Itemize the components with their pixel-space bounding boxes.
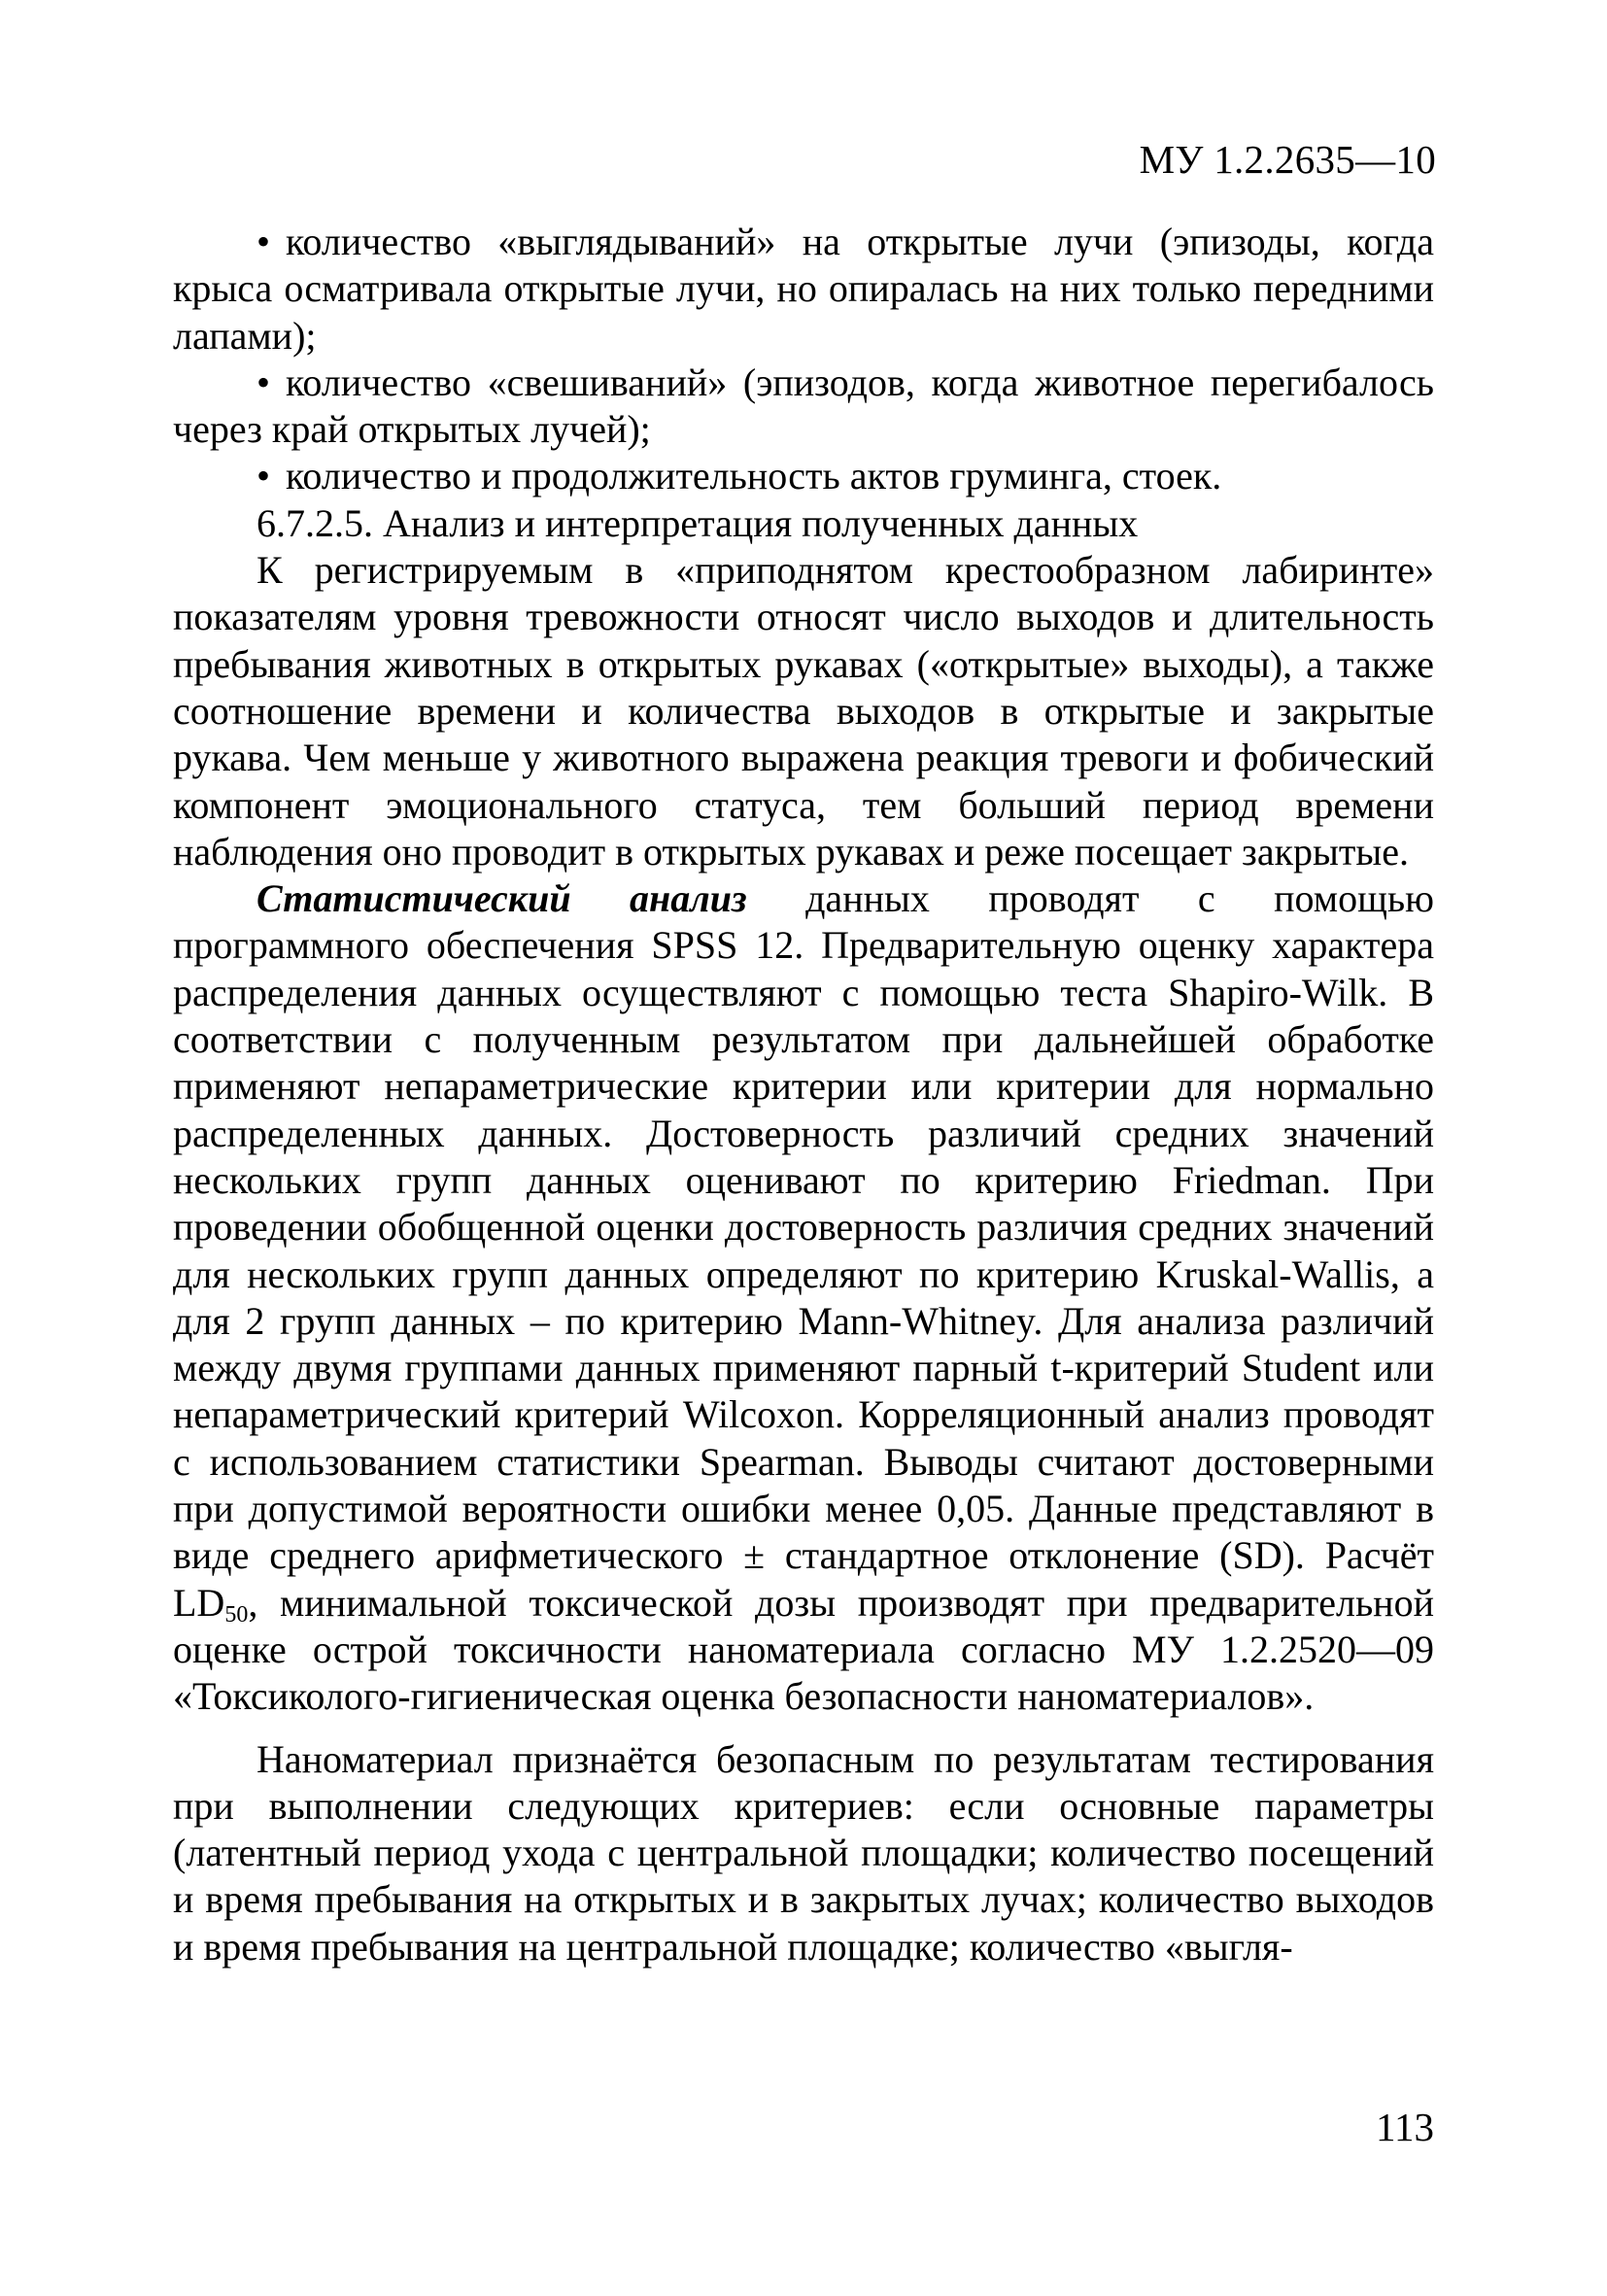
bullet-item (173, 360, 1434, 454)
document-code-header: МУ 1.2.2635—10 (1139, 137, 1436, 182)
statistical-analysis-term: Статистический анализ (256, 876, 747, 921)
bullet-text: количество «свешиваний» (эпизодов, когда животное перегибалось через край открытых лучей); (173, 360, 1434, 452)
bullet-icon: • (256, 360, 271, 404)
page-body (173, 219, 1434, 1970)
page-number: 113 (1376, 2105, 1434, 2149)
stat-text-part1: данных проводят с помощью программного обеспечения SPSS 12. Предварительную оценку характера распределения данных осуществляют с помощью теста Shapiro-Wilk. В соответствии с полученным результатом при дальнейшей обработке применяют непараметрические критерии или критерии для нормально распределенных данных. Достоверность различий средних значений нескольких групп данных оценивают по критерию Friedman. При проведении обобщенной оценки достоверность различия средних значений для нескольких групп данных определяют по критерию Kruskal-Wallis, а для 2 групп данных – по критерию Mann-Whitney. Для анализа различий между двумя группами данных применяют парный t-критерий Student или непараметрический критерий Wilcoxon. Корреляционный анализ проводят с использованием статистики Spearman. Выводы считают достоверными при допустимой вероятности ошибки менее 0,05. Данные представляют в виде среднего арифметического ± стандартное отклонение (SD). Расчёт LD (173, 876, 1434, 1625)
section-heading: 6.7.2.5. Анализ и интерпретация полученных данных (256, 500, 1139, 545)
bullet-icon: • (256, 454, 271, 498)
bullet-icon: • (256, 220, 271, 263)
bullet-text: количество и продолжительность актов груминга, стоек. (286, 454, 1222, 498)
paragraph-safety-criteria: Наноматериал признаётся безопасным по результатам тестирования при выполнении следующих критериев: если основные параметры (латентный период ухода с центральной площадки; количество посещений и время пребывания на открытых и в закрытых лучах; количество выходов и время пребывания на центральной площадке; количество «выгля- (173, 1736, 1434, 1969)
bullet-item (173, 453, 1434, 499)
paragraph-anxiety-indicators: К регистрируемым в «приподнятом крестообразном лабиринте» показателям уровня тревожности относят число выходов и длительность пребывания животных в открытых рукавах («открытые» выходы), а также соотношение времени и количества выходов в открытые и закрытые рукава. Чем меньше у животного выражена реакция тревоги и фобический компонент эмоционального статуса, тем больший период времени наблюдения оно проводит в открытых рукавах и реже посещает закрытые. (173, 548, 1434, 874)
paragraph-statistical-analysis (173, 875, 1434, 1720)
stat-text-part2: , минимальной токсической дозы производят при предварительной оценке острой токсичности наноматериала согласно МУ 1.2.2520—09 «Токсиколого-гигиеническая оценка безопасности наноматериалов». (173, 1580, 1434, 1719)
bullet-item (173, 219, 1434, 360)
bullet-text: количество «выглядываний» на открытые лучи (эпизоды, когда крыса осматривала открытые лучи, но опиралась на них только передними лапами); (173, 220, 1434, 358)
ld-subscript: 50 (224, 1601, 249, 1628)
